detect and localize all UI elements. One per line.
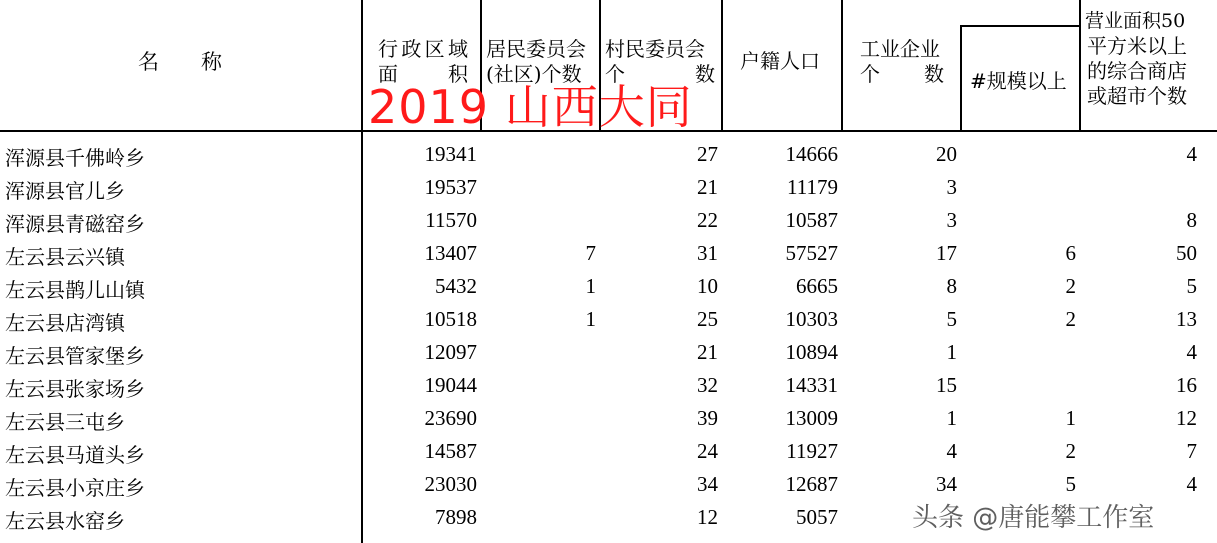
cell-industry: 20 — [936, 142, 957, 166]
cell-village: 21 — [697, 175, 718, 199]
cell-stores: 5 — [1186, 274, 1197, 298]
table-row — [0, 171, 1217, 204]
cell-area: 14587 — [424, 439, 477, 463]
table-row — [0, 303, 1217, 336]
cell-stores: 50 — [1176, 241, 1197, 265]
table-row — [0, 138, 1217, 171]
cell-stores: 12 — [1176, 406, 1197, 430]
header-village-line1: 村民委员会 — [605, 37, 705, 61]
table-row — [0, 204, 1217, 237]
cell-industry: 15 — [936, 373, 957, 397]
header-name: 名 称 — [138, 50, 222, 74]
cell-village: 25 — [697, 307, 718, 331]
column-divider — [841, 0, 843, 131]
row-name: 浑源县青磁窑乡 — [5, 212, 145, 236]
table-row — [0, 402, 1217, 435]
row-name: 左云县张家场乡 — [5, 377, 145, 401]
cell-resident: 7 — [585, 241, 596, 265]
cell-area: 12097 — [424, 340, 477, 364]
cell-population: 11179 — [787, 175, 838, 199]
row-name: 左云县管家堡乡 — [5, 344, 145, 368]
row-name: 左云县三屯乡 — [5, 410, 125, 434]
cell-stores: 8 — [1186, 208, 1197, 232]
row-name: 浑源县千佛岭乡 — [5, 146, 145, 170]
column-divider — [960, 26, 962, 131]
cell-area: 19537 — [424, 175, 477, 199]
cell-area: 13407 — [424, 241, 477, 265]
table-row — [0, 435, 1217, 468]
row-name: 左云县小京庄乡 — [5, 476, 145, 500]
cell-population: 13009 — [785, 406, 838, 430]
table-row — [0, 336, 1217, 369]
watermark: 头条 @唐能攀工作室 — [912, 503, 1155, 533]
column-divider — [721, 0, 723, 131]
cell-area: 19044 — [424, 373, 477, 397]
cell-stores: 13 — [1176, 307, 1197, 331]
cell-population: 11927 — [786, 439, 838, 463]
cell-village: 31 — [697, 241, 718, 265]
cell-population: 5057 — [796, 505, 838, 529]
cell-village: 10 — [697, 274, 718, 298]
cell-industry: 1 — [946, 406, 957, 430]
header-area-line1: 行政区域 — [378, 37, 468, 61]
cell-above: 2 — [1065, 439, 1076, 463]
column-divider — [1079, 0, 1081, 131]
cell-village: 34 — [697, 472, 718, 496]
row-name: 左云县鹊儿山镇 — [5, 278, 145, 302]
cell-population: 14666 — [785, 142, 838, 166]
cell-above: 1 — [1065, 406, 1076, 430]
cell-stores: 4 — [1186, 472, 1197, 496]
header-resident-line2: (社区)个数 — [486, 62, 582, 86]
cell-stores: 16 — [1176, 373, 1197, 397]
cell-village: 24 — [697, 439, 718, 463]
row-name: 左云县店湾镇 — [5, 311, 125, 335]
row-name: 左云县马道头乡 — [5, 443, 145, 467]
table-row — [0, 237, 1217, 270]
cell-population: 10303 — [785, 307, 838, 331]
cell-village: 39 — [697, 406, 718, 430]
cell-population: 57527 — [785, 241, 838, 265]
cell-industry: 34 — [936, 472, 957, 496]
header-above-scale: #规模以上 — [970, 69, 1067, 93]
cell-resident: 1 — [585, 274, 596, 298]
cell-stores: 7 — [1186, 439, 1197, 463]
subheader-divider — [960, 25, 1081, 27]
header-village-line2: 个 数 — [605, 62, 715, 86]
header-stores-line2: 平方米以上 — [1087, 34, 1187, 58]
cell-resident: 1 — [585, 307, 596, 331]
cell-population: 6665 — [796, 274, 838, 298]
header-stores-line3: 的综合商店 — [1087, 59, 1187, 83]
table-row — [0, 369, 1217, 402]
cell-village: 12 — [697, 505, 718, 529]
cell-population: 14331 — [785, 373, 838, 397]
cell-above: 2 — [1065, 307, 1076, 331]
header-industry-line2: 个 数 — [860, 62, 944, 86]
cell-area: 7898 — [435, 505, 477, 529]
cell-area: 10518 — [424, 307, 477, 331]
header-stores-line1: 营业面积50 — [1085, 10, 1186, 32]
cell-village: 32 — [697, 373, 718, 397]
cell-above: 2 — [1065, 274, 1076, 298]
header-resident-line1: 居民委员会 — [486, 37, 586, 61]
cell-village: 21 — [697, 340, 718, 364]
header-stores-line4: 或超市个数 — [1087, 84, 1187, 108]
cell-village: 22 — [697, 208, 718, 232]
row-name: 左云县水窑乡 — [5, 509, 125, 533]
cell-village: 27 — [697, 142, 718, 166]
cell-population: 12687 — [785, 472, 838, 496]
cell-population: 10894 — [785, 340, 838, 364]
header-area-line2: 面 积 — [378, 62, 468, 86]
header-industry-line1: 工业企业 — [860, 37, 940, 61]
cell-area: 11570 — [425, 208, 477, 232]
cell-industry: 5 — [946, 307, 957, 331]
cell-area: 19341 — [424, 142, 477, 166]
table-row — [0, 270, 1217, 303]
cell-industry: 8 — [946, 274, 957, 298]
cell-industry: 1 — [946, 340, 957, 364]
cell-above: 5 — [1065, 472, 1076, 496]
cell-industry: 3 — [946, 175, 957, 199]
row-name: 左云县云兴镇 — [5, 245, 125, 269]
cell-industry: 3 — [946, 208, 957, 232]
cell-above: 6 — [1065, 241, 1076, 265]
cell-stores: 4 — [1186, 340, 1197, 364]
row-name: 浑源县官儿乡 — [5, 179, 125, 203]
cell-area: 23030 — [424, 472, 477, 496]
year-city-overlay: 2019 山西大同 — [368, 80, 693, 134]
header-population: 户籍人口 — [740, 49, 820, 73]
cell-industry: 17 — [936, 241, 957, 265]
cell-area: 23690 — [424, 406, 477, 430]
cell-industry: 4 — [946, 439, 957, 463]
cell-population: 10587 — [785, 208, 838, 232]
cell-area: 5432 — [435, 274, 477, 298]
cell-stores: 4 — [1186, 142, 1197, 166]
